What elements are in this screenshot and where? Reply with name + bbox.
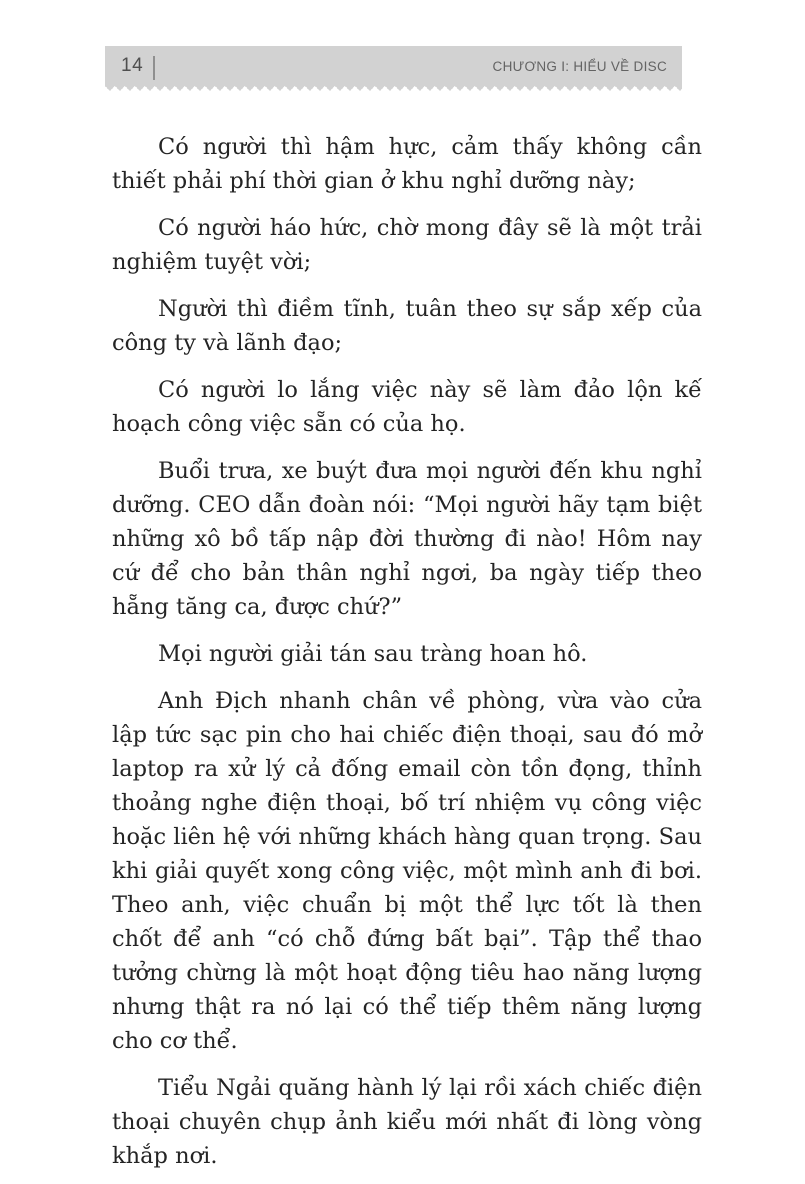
paragraph: Có người lo lắng việc này sẽ làm đảo lộn kế hoạch công việc sẵn có của họ. <box>112 377 702 437</box>
chapter-title: CHƯƠNG I: HIỂU VỀ DISC <box>492 58 667 74</box>
page-number-divider <box>153 56 155 80</box>
paragraph: Buổi trưa, xe buýt đưa mọi người đến khu nghỉ dưỡng. CEO dẫn đoàn nói: “Mọi người hãy tạm biệt những xô bồ tấp nập đời thường đi nào! Hôm nay cứ để cho bản thân nghỉ ngơi, ba ngày tiếp theo hẵng tăng ca, được chứ?” <box>112 458 702 620</box>
page-number: 14 <box>121 55 144 76</box>
header-torn-edge <box>105 86 682 91</box>
page-header-left <box>121 54 155 78</box>
paragraph: Anh Địch nhanh chân về phòng, vừa vào cửa lập tức sạc pin cho hai chiếc điện thoại, sau đó mở laptop ra xử lý cả đống email còn tồn đọng, thỉnh thoảng nghe điện thoại, bố trí nhiệm vụ công việc hoặc liên hệ với những khách hàng quan trọng. Sau khi giải quyết xong công việc, một mình anh đi bơi. Theo anh, việc chuẩn bị một thể lực tốt là then chốt để anh “có chỗ đứng bất bại”. Tập thể thao tưởng chừng là một hoạt động tiêu hao năng lượng nhưng thật ra nó lại có thể tiếp thêm năng lượng cho cơ thể. <box>112 688 702 1054</box>
paragraph: Mọi người giải tán sau tràng hoan hô. <box>158 641 588 667</box>
paragraph: Tiểu Ngải quăng hành lý lại rồi xách chiếc điện thoại chuyên chụp ảnh kiểu mới nhất đi lòng vòng khắp nơi. <box>112 1075 702 1169</box>
page-header <box>105 46 682 86</box>
paragraph: Người thì điềm tĩnh, tuân theo sự sắp xếp của công ty và lãnh đạo; <box>112 296 702 356</box>
page-body <box>112 130 702 1173</box>
paragraph: Có người háo hức, chờ mong đây sẽ là một trải nghiệm tuyệt vời; <box>112 215 702 275</box>
paragraph: Có người thì hậm hực, cảm thấy không cần thiết phải phí thời gian ở khu nghỉ dưỡng này; <box>112 134 702 194</box>
